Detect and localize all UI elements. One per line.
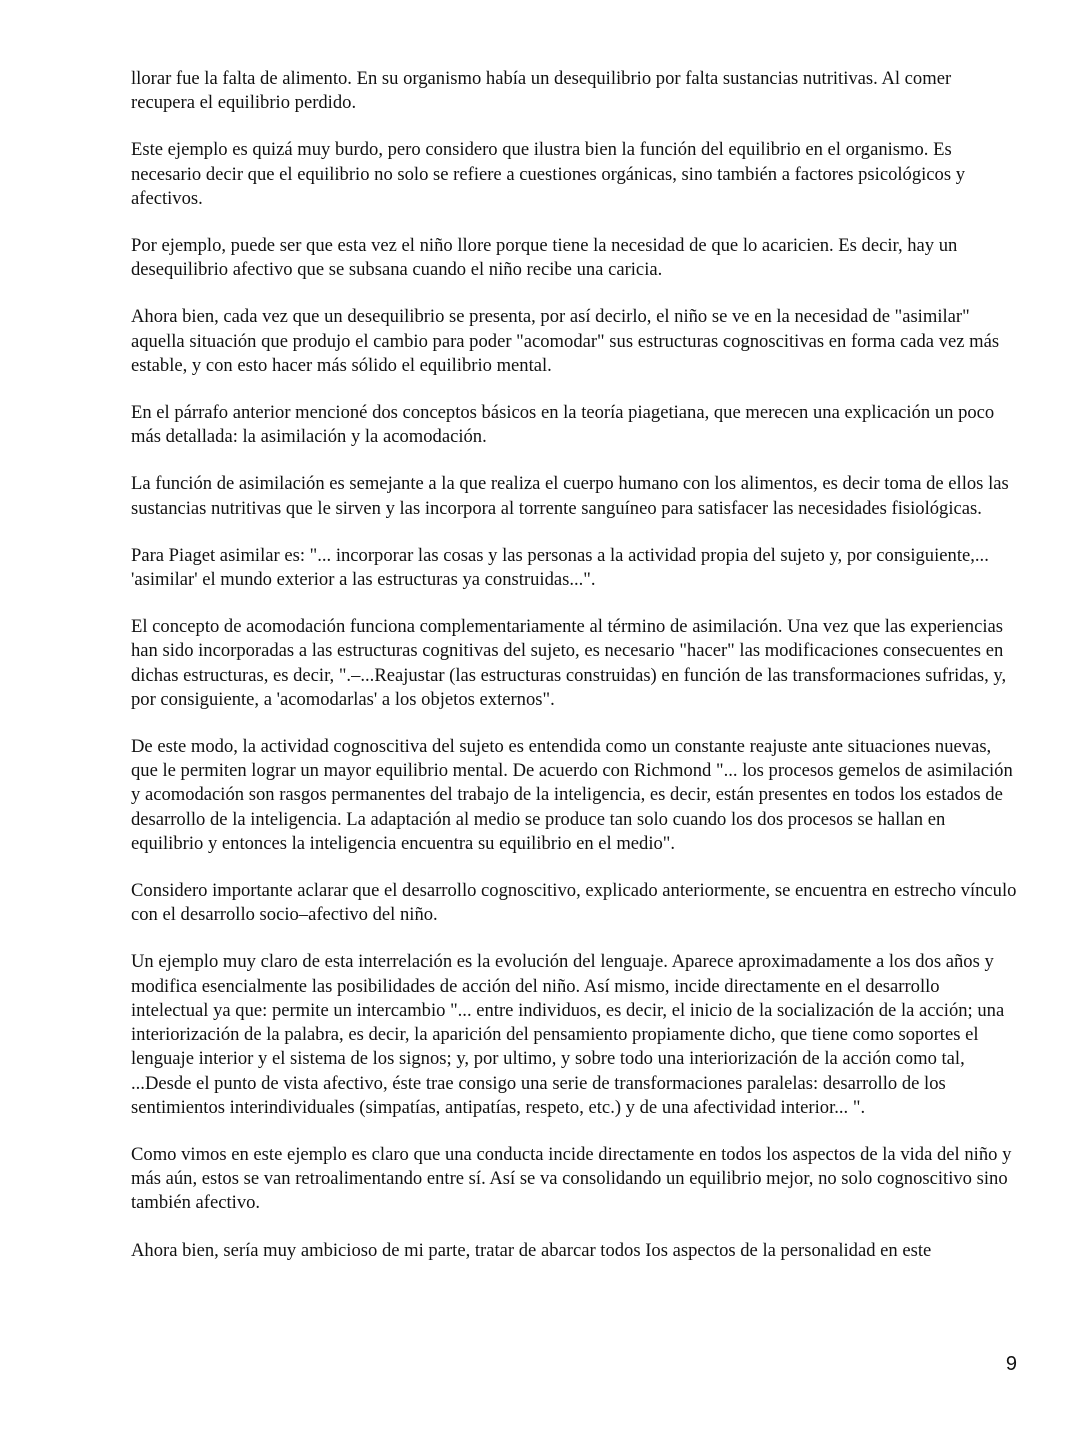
paragraph: Ahora bien, cada vez que un desequilibrio se presenta, por así decirlo, el niño se ve en la necesidad de "asimilar" aquella situación que produjo el cambio para poder "acomodar" sus estructuras cognoscitivas en forma cada vez más estable, y con esto hacer más sólido el equilibrio mental. — [131, 306, 1000, 376]
paragraph: Como vimos en este ejemplo es claro que una conducta incide directamente en todos los aspectos de la vida del niño y más aún, estos se van retroalimentando entre sí. Así se va consolidando un equilibrio mejor, no solo cognoscitivo sino también afectivo. — [131, 1143, 1012, 1214]
paragraph: El concepto de acomodación funciona complementariamente al término de asimilación. Una vez que las experiencias han sido incorporadas a las estructuras cognitivas del sujeto, es necesario "hacer" las modificaciones consecuentes en dichas estructuras, es decir, ".–...Reajustar (las estructuras construidas) en función de las transformaciones sufridas, y, por consiguiente, a 'acomodarlas' a los objetos externos". — [131, 616, 1007, 710]
paragraph: En el párrafo anterior mencioné dos conceptos básicos en la teoría piagetiana, que merecen una explicación un poco más detallada: la asimilación y la acomodación. — [131, 402, 995, 448]
document-body — [131, 67, 1017, 1286]
paragraph: Ahora bien, sería muy ambicioso de mi parte, tratar de abarcar todos Ios aspectos de la personalidad en este — [131, 1239, 932, 1261]
paragraph: Por ejemplo, puede ser que esta vez el niño llore porque tiene la necesidad de que lo acaricien. Es decir, hay un desequilibrio afectivo que se subsana cuando el niño recibe una caricia. — [131, 235, 958, 281]
paragraph: Considero importante aclarar que el desarrollo cognoscitivo, explicado anteriormente, se encuentra en estrecho vínculo con el desarrollo socio–afectivo del niño. — [131, 880, 1017, 926]
paragraph: Este ejemplo es quizá muy burdo, pero considero que ilustra bien la función del equilibrio en el organismo. Es necesario decir que el equilibrio no solo se refiere a cuestiones orgánicas, sino también a factores psicológicos y afectivos. — [131, 139, 966, 209]
paragraph: llorar fue la falta de alimento. En su organismo había un desequilibrio por falta sustancias nutritivas. Al comer recupera el equilibrio perdido. — [131, 68, 952, 114]
paragraph: Para Piaget asimilar es: "... incorporar las cosas y las personas a la actividad propia del sujeto y, por consiguiente,... 'asimilar' el mundo exterior a las estructuras ya construidas...". — [131, 544, 989, 591]
paragraph: La función de asimilación es semejante a la que realiza el cuerpo humano con los alimentos, es decir toma de ellos las sustancias nutritivas que le sirven y las incorpora al torrente sanguíneo para satisfacer las necesidades fisiológicas. — [131, 473, 1009, 519]
paragraph: Un ejemplo muy claro de esta interrelación es la evolución del lenguaje. Aparece aproximadamente a los dos años y modifica esencialmente las posibilidades de acción del niño. Así mismo, incide directamente en el desarrollo intelectual ya que: permite un intercambio "... entre individuos, es decir, el inicio de la socialización de la acción; una interiorización de la palabra, es decir, la aparición del pensamiento propiamente dicho, que tiene como soportes el lenguaje interior y el sistema de los signos; y, por ultimo, y sobre todo una interiorización de la acción como tal, ...Desde el punto de vista afectivo, éste trae consigo una serie de transformaciones paralelas: desarrollo de los sentimientos interindividuales (simpatías, antipatías, respeto, etc.) y de una afectividad interior... ". — [131, 951, 1005, 1118]
page-number: 9 — [1005, 1353, 1017, 1375]
paragraph: De este modo, la actividad cognoscitiva del sujeto es entendida como un constante reajuste ante situaciones nuevas, que le permiten lograr un mayor equilibrio mental. De acuerdo con Richmond "... los procesos gemelos de asimilación y acomodación son rasgos permanentes del trabajo de la inteligencia, es decir, están presentes en todos los estados de desarrollo de la inteligencia. La adaptación al medio se produce tan solo cuando los dos procesos se hallan en equilibrio y entonces la inteligencia encuentra su equilibrio en el medio". — [131, 736, 1013, 854]
